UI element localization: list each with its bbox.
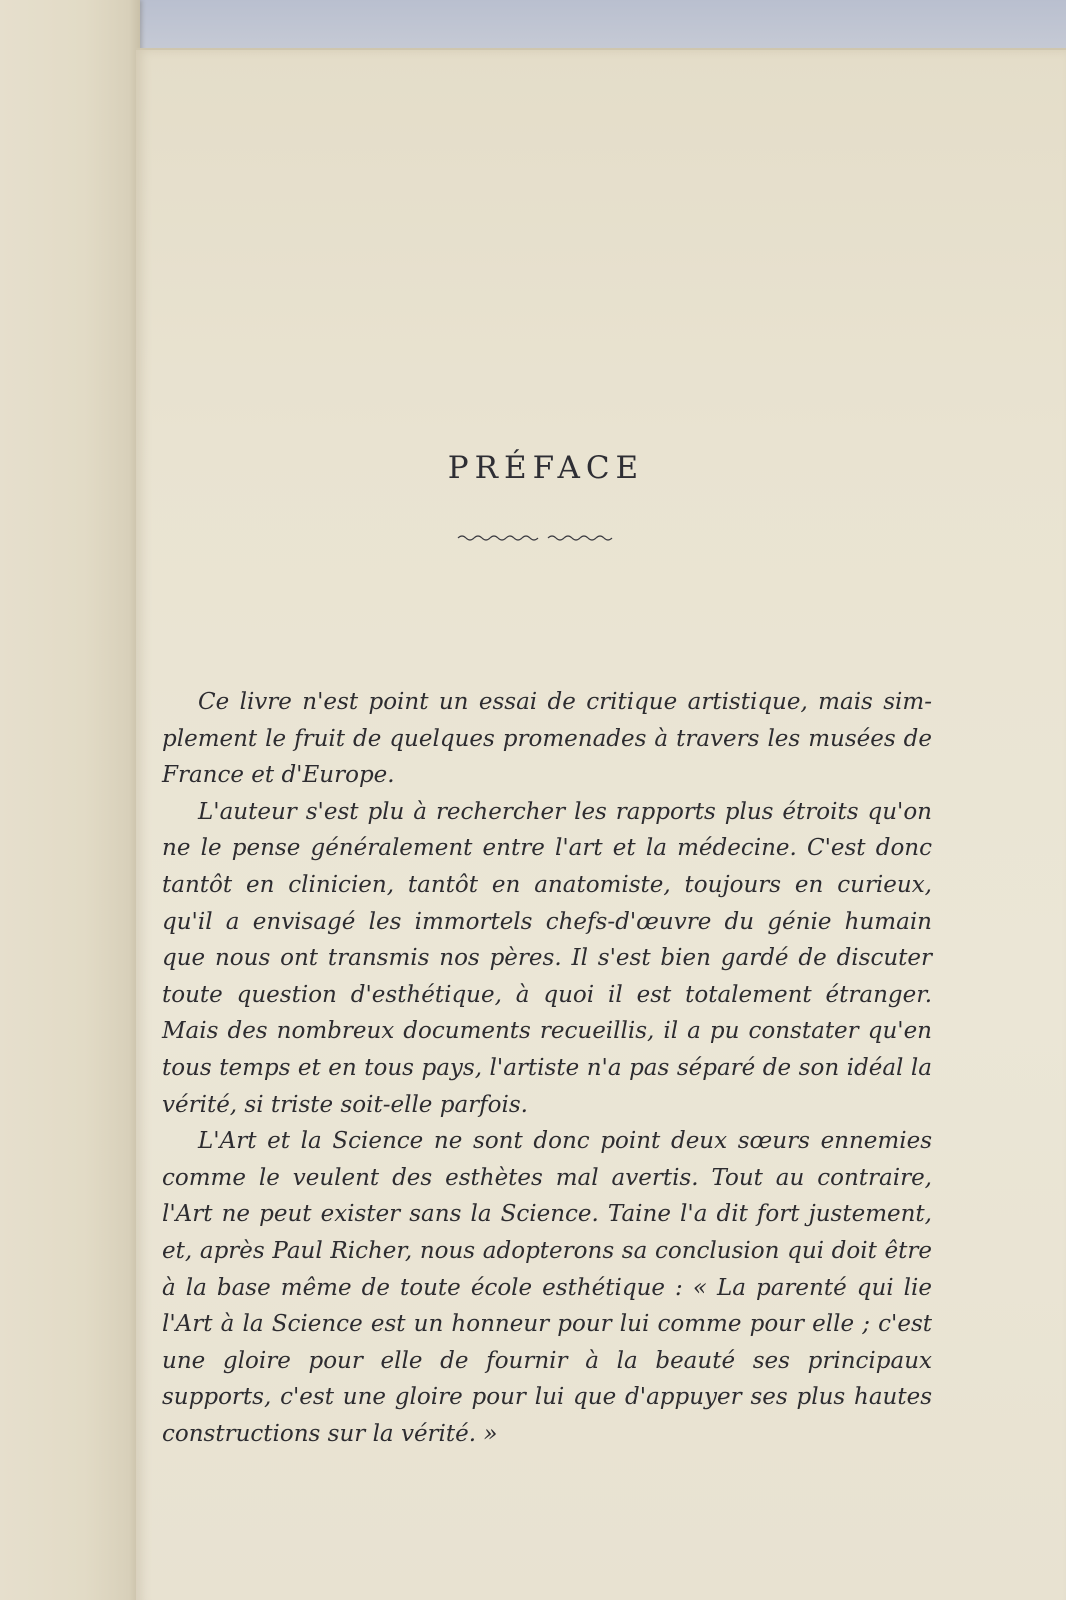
- paragraph-2: L'auteur s'est plu à rechercher les rapports plus étroits qu'on ne le pense généralement entre l'art et la médecine. C'est donc tantôt en clinicien, tantôt en anatomiste, toujours en curieux, qu'il a envisagé les immortels chefs-d'œuvre du génie humain que nous ont transmis nos pères. Il s'est bien gardé de discuter toute question d'esthétique, à quoi il est totalement étranger. Mais des nombreux documents recueillis, il a pu constater qu'en tous temps et en tous pays, l'artiste n'a pas séparé de son idéal la vérité, si triste soit-elle parfois.: [162, 798, 932, 1118]
- page-title: PRÉFACE: [447, 450, 645, 486]
- wavy-rule: [458, 536, 612, 540]
- left-page-edge: [0, 0, 140, 1600]
- preface-text: [162, 684, 932, 1452]
- title-ornament: [456, 532, 616, 544]
- paragraph-1: Ce livre n'est point un essai de critique artistique, mais simplement le fruit de quelques promenades à travers les musées de France et d'Europe.: [162, 689, 932, 789]
- book-page: [136, 48, 1066, 1600]
- paragraph-3: L'Art et la Science ne sont donc point deux sœurs ennemies comme le veulent des esthètes mal avertis. Tout au contraire, l'Art ne peut exister sans la Science. Taine l'a dit fort justement, et, après Paul Richer, nous adopterons sa conclusion qui doit être à la base même de toute école esthétique : « La parenté qui lie l'Art à la Science est un honneur pour lui comme pour elle ; c'est une gloire pour elle de fournir à la beauté ses principaux supports, c'est une gloire pour lui que d'appuyer ses plus hautes constructions sur la vérité. »: [162, 1128, 932, 1447]
